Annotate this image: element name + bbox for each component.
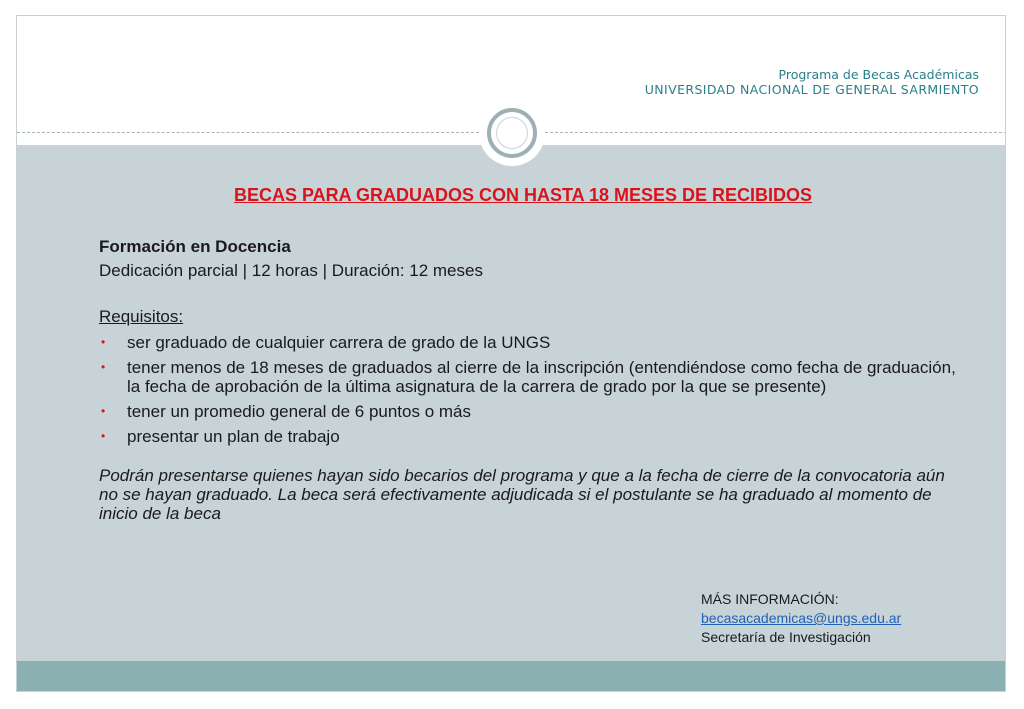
list-item [99,333,959,352]
eligibility-note: Podrán presentarse quienes hayan sido becarios del programa y que a la fecha de cierre de la convocatoria aún no se hayan graduado. La beca será efectivamente adjudicada si el postulante se ha graduado al momento de inicio de la beca [99,466,945,523]
list-item [99,358,959,396]
requirement-text: tener un promedio general de 6 puntos o más [127,402,472,421]
bullet-icon: • [101,335,106,349]
requirements-label: Requisitos: [99,307,184,326]
footer-band [17,661,1006,692]
email-link[interactable]: becasacademicas@ungs.edu.ar [701,610,902,626]
bullet-icon: • [101,429,106,443]
header [645,67,979,97]
bullet-icon: • [101,360,106,374]
list-item [99,427,959,446]
bullet-icon: • [101,404,106,418]
section-heading: Formación en Docencia [99,237,291,256]
divider-left [17,132,479,133]
contact-label: MÁS INFORMACIÓN: [701,591,839,607]
requirement-text: presentar un plan de trabajo [127,427,340,446]
main-content [99,184,959,523]
requirement-text: tener menos de 18 meses de graduados al cierre de la inscripción (entendiéndose como fecha de graduación, la fecha de aprobación de la última asignatura de la carrera de grado por la que se presente) [127,358,956,396]
requirement-text: ser graduado de cualquier carrera de grado de la UNGS [127,333,551,352]
slide [16,15,1006,692]
page-title: BECAS PARA GRADUADOS CON HASTA 18 MESES DE RECIBIDOS [233,185,813,205]
divider-right [545,132,1006,133]
ring-icon [487,108,537,158]
program-name: Programa de Becas Académicas [778,67,979,82]
section-subtitle: Dedicación parcial | 12 horas | Duración: 12 meses [99,261,483,280]
list-item [99,402,959,421]
university-name: UNIVERSIDAD NACIONAL DE GENERAL SARMIENTO [644,82,979,97]
requirements-list [99,333,959,446]
circle-ornament-icon [479,100,545,166]
contact-info [701,590,901,647]
office-name: Secretaría de Investigación [701,629,871,645]
inner-ring-icon [496,117,528,149]
